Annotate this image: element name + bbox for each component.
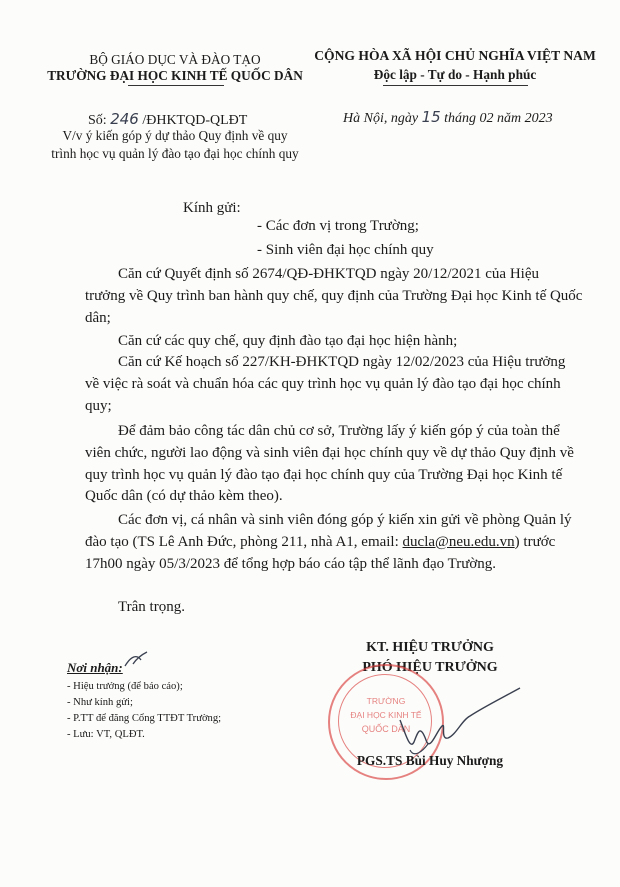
body-line: Để đảm bảo công tác dân chủ cơ sở, Trường lấy ý kiến góp ý của toàn thể (118, 423, 560, 439)
body-line: Căn cứ các quy chế, quy định đào tạo đại học hiện hành; (118, 333, 458, 349)
body-line: quy trình học vụ quản lý đào tạo đại học chính quy của Trường Đại học Kinh tế (85, 466, 563, 483)
header-right-underline (383, 85, 528, 86)
body-line: Các đơn vị, cá nhân và sinh viên đóng góp ý kiến xin gửi về phòng Quản lý (118, 512, 572, 528)
email-trail: ) trước (514, 533, 556, 550)
recipient-list-item: - Như kính gửi; (67, 697, 133, 708)
paragraph-3 (85, 352, 566, 417)
stamp-line: TRƯỜNG (366, 696, 406, 706)
university-name: TRƯỜNG ĐẠI HỌC KINH TẾ QUỐC DÂN (47, 68, 303, 83)
republic-name: CỘNG HÒA XÃ HỘI CHỦ NGHĨA VIỆT NAM (314, 48, 596, 63)
body-line: dân; (85, 309, 111, 326)
doc-number-prefix: Số: (88, 113, 107, 128)
initial-mark-icon (123, 650, 149, 670)
paragraph-1 (85, 264, 583, 329)
body-line: quy; (85, 397, 112, 414)
signature-title-2: PHÓ HIỆU TRƯỞNG (362, 660, 498, 675)
body-line (85, 532, 556, 554)
email-lead: đào tạo (TS Lê Anh Đức, phòng 211, nhà A1, email: (85, 533, 403, 550)
body-line: viên chức, người lao động và sinh viên đại học chính quy về dự thảo Quy định về (85, 444, 574, 461)
subject (40, 127, 310, 162)
recipient-item: - Các đơn vị trong Trường; (257, 218, 419, 234)
body-line: về việc rà soát và chuẩn hóa các quy trình học vụ quản lý đào tạo đại học chính (85, 375, 561, 392)
closing: Trân trọng. (118, 599, 185, 615)
paragraph-2 (85, 331, 545, 353)
signature-title-1: KT. HIỆU TRƯỞNG (366, 640, 494, 655)
date-prefix: Hà Nội, ngày (343, 111, 419, 126)
doc-number-suffix: /ĐHKTQD-QLĐT (142, 113, 248, 128)
body-line: Quốc dân (có dự thảo kèm theo). (85, 488, 283, 505)
issue-date (343, 108, 553, 127)
date-day-handwritten: 15 (421, 108, 441, 126)
stamp-line: ĐẠI HỌC KINH TẾ (350, 710, 422, 720)
recipients-list-label: Nơi nhận: (67, 660, 123, 675)
recipient-list-item: - P.TT để đăng Cổng TTĐT Trường; (67, 713, 222, 724)
date-suffix: tháng 02 năm 2023 (444, 111, 553, 126)
subject-line-2: trình học vụ quản lý đào tạo đại học chính quy (51, 145, 299, 161)
signer-name: PGS.TS Bùi Huy Nhượng (356, 753, 504, 768)
paragraph-4 (85, 421, 574, 508)
recipient-list-item: - Hiệu trưởng (để báo cáo); (67, 681, 183, 692)
recipient-list-item: - Lưu: VT, QLĐT. (67, 729, 145, 740)
body-line: Căn cứ Kế hoạch số 227/KH-ĐHKTQD ngày 12/02/2023 của Hiệu trưởng (118, 354, 566, 370)
recipients-label: Kính gửi: (183, 200, 241, 216)
body-line: 17h00 ngày 05/3/2023 để tổng hợp báo cáo tập thể lãnh đạo Trường. (85, 555, 497, 572)
body-line: trưởng về Quy trình ban hành quy chế, quy định của Trường Đại học Kinh tế Quốc (85, 287, 583, 304)
doc-number-handwritten: 246 (110, 110, 139, 128)
stamp-line: QUỐC DÂN (361, 724, 411, 734)
paragraph-5 (85, 510, 572, 575)
body-line: Căn cứ Quyết định số 2674/QĐ-ĐHKTQD ngày 20/12/2021 của Hiệu (118, 266, 539, 282)
national-motto: Độc lập - Tự do - Hạnh phúc (373, 67, 537, 82)
header-left-underline (128, 85, 224, 86)
recipient-item: - Sinh viên đại học chính quy (257, 242, 434, 258)
contact-email-link[interactable]: ducla@neu.edu.vn (402, 533, 515, 550)
ministry-name: BỘ GIÁO DỤC VÀ ĐÀO TẠO (89, 52, 261, 67)
subject-line-1: V/v ý kiến góp ý dự thảo Quy định về quy (62, 128, 288, 143)
